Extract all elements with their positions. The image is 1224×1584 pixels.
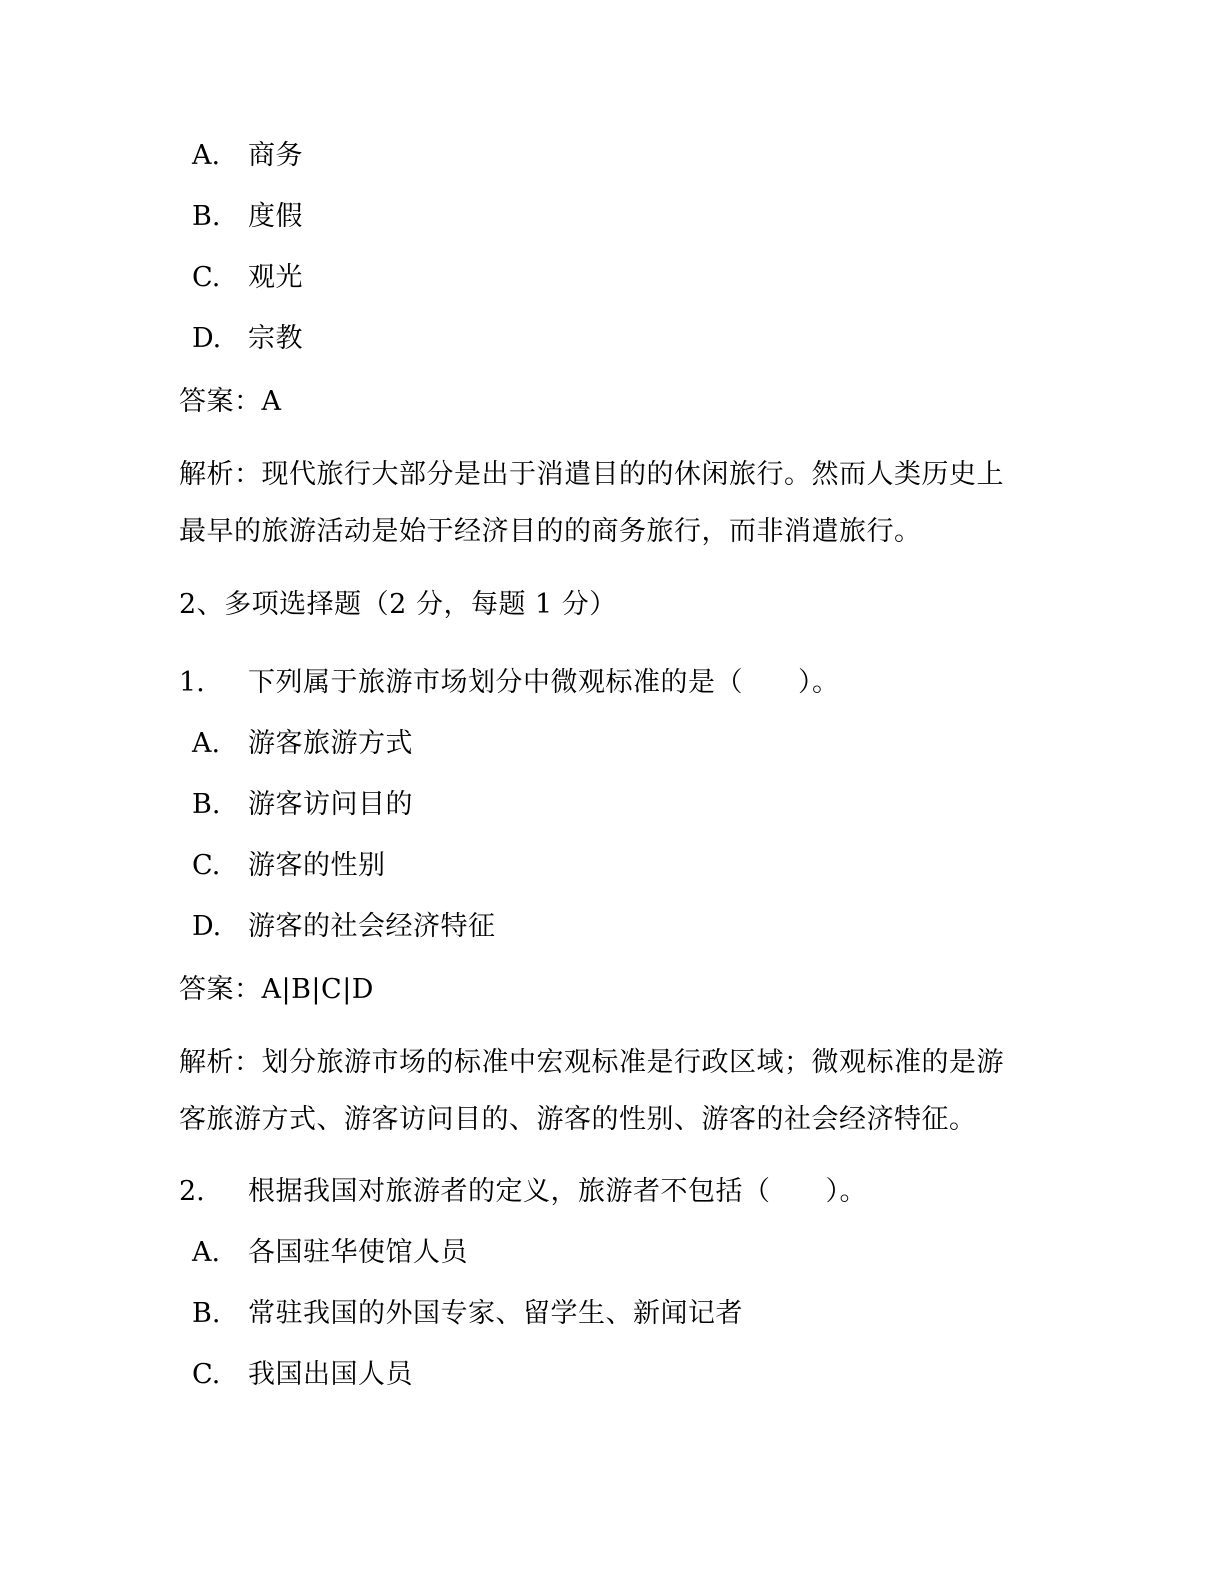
question-number: 2. [179, 1176, 205, 1207]
option-letter: B. [192, 1298, 221, 1329]
option-letter: A. [192, 1237, 221, 1268]
option-text: 观光 [248, 262, 303, 293]
answer-line: 答案：A|B|C|D [179, 974, 374, 1005]
option-letter: C. [192, 1359, 221, 1390]
option-text: 游客的性别 [248, 850, 386, 881]
option-letter: A. [192, 728, 221, 759]
explanation-line: 最早的旅游活动是始于经济目的的商务旅行，而非消遣旅行。 [179, 516, 922, 547]
option-text: 宗教 [248, 323, 303, 354]
option-letter: B. [192, 201, 221, 232]
option-letter: B. [192, 789, 221, 820]
option-letter: C. [192, 850, 221, 881]
option-text: 常驻我国的外国专家、留学生、新闻记者 [248, 1298, 743, 1329]
option-text: 游客访问目的 [248, 789, 413, 820]
option-letter: C. [192, 262, 221, 293]
option-text: 游客的社会经济特征 [248, 911, 496, 942]
option-letter: D. [192, 323, 222, 354]
option-text: 游客旅游方式 [248, 728, 413, 759]
option-letter: A. [192, 140, 221, 171]
explanation-line: 客旅游方式、游客访问目的、游客的性别、游客的社会经济特征。 [179, 1104, 977, 1135]
option-text: 我国出国人员 [248, 1359, 413, 1390]
answer-line: 答案：A [179, 386, 282, 417]
section-title: 2、多项选择题（2 分，每题 1 分） [179, 589, 617, 620]
option-text: 各国驻华使馆人员 [248, 1237, 468, 1268]
option-text: 度假 [248, 201, 303, 232]
explanation-line: 解析：划分旅游市场的标准中宏观标准是行政区域；微观标准的是游 [179, 1047, 1004, 1078]
question-number: 1. [179, 667, 205, 698]
option-text: 商务 [248, 140, 303, 171]
question-text: 根据我国对旅游者的定义，旅游者不包括（ ）。 [248, 1176, 867, 1207]
explanation-line: 解析：现代旅行大部分是出于消遣目的的休闲旅行。然而人类历史上 [179, 459, 1004, 490]
question-text: 下列属于旅游市场划分中微观标准的是（ ）。 [248, 667, 840, 698]
option-letter: D. [192, 911, 222, 942]
